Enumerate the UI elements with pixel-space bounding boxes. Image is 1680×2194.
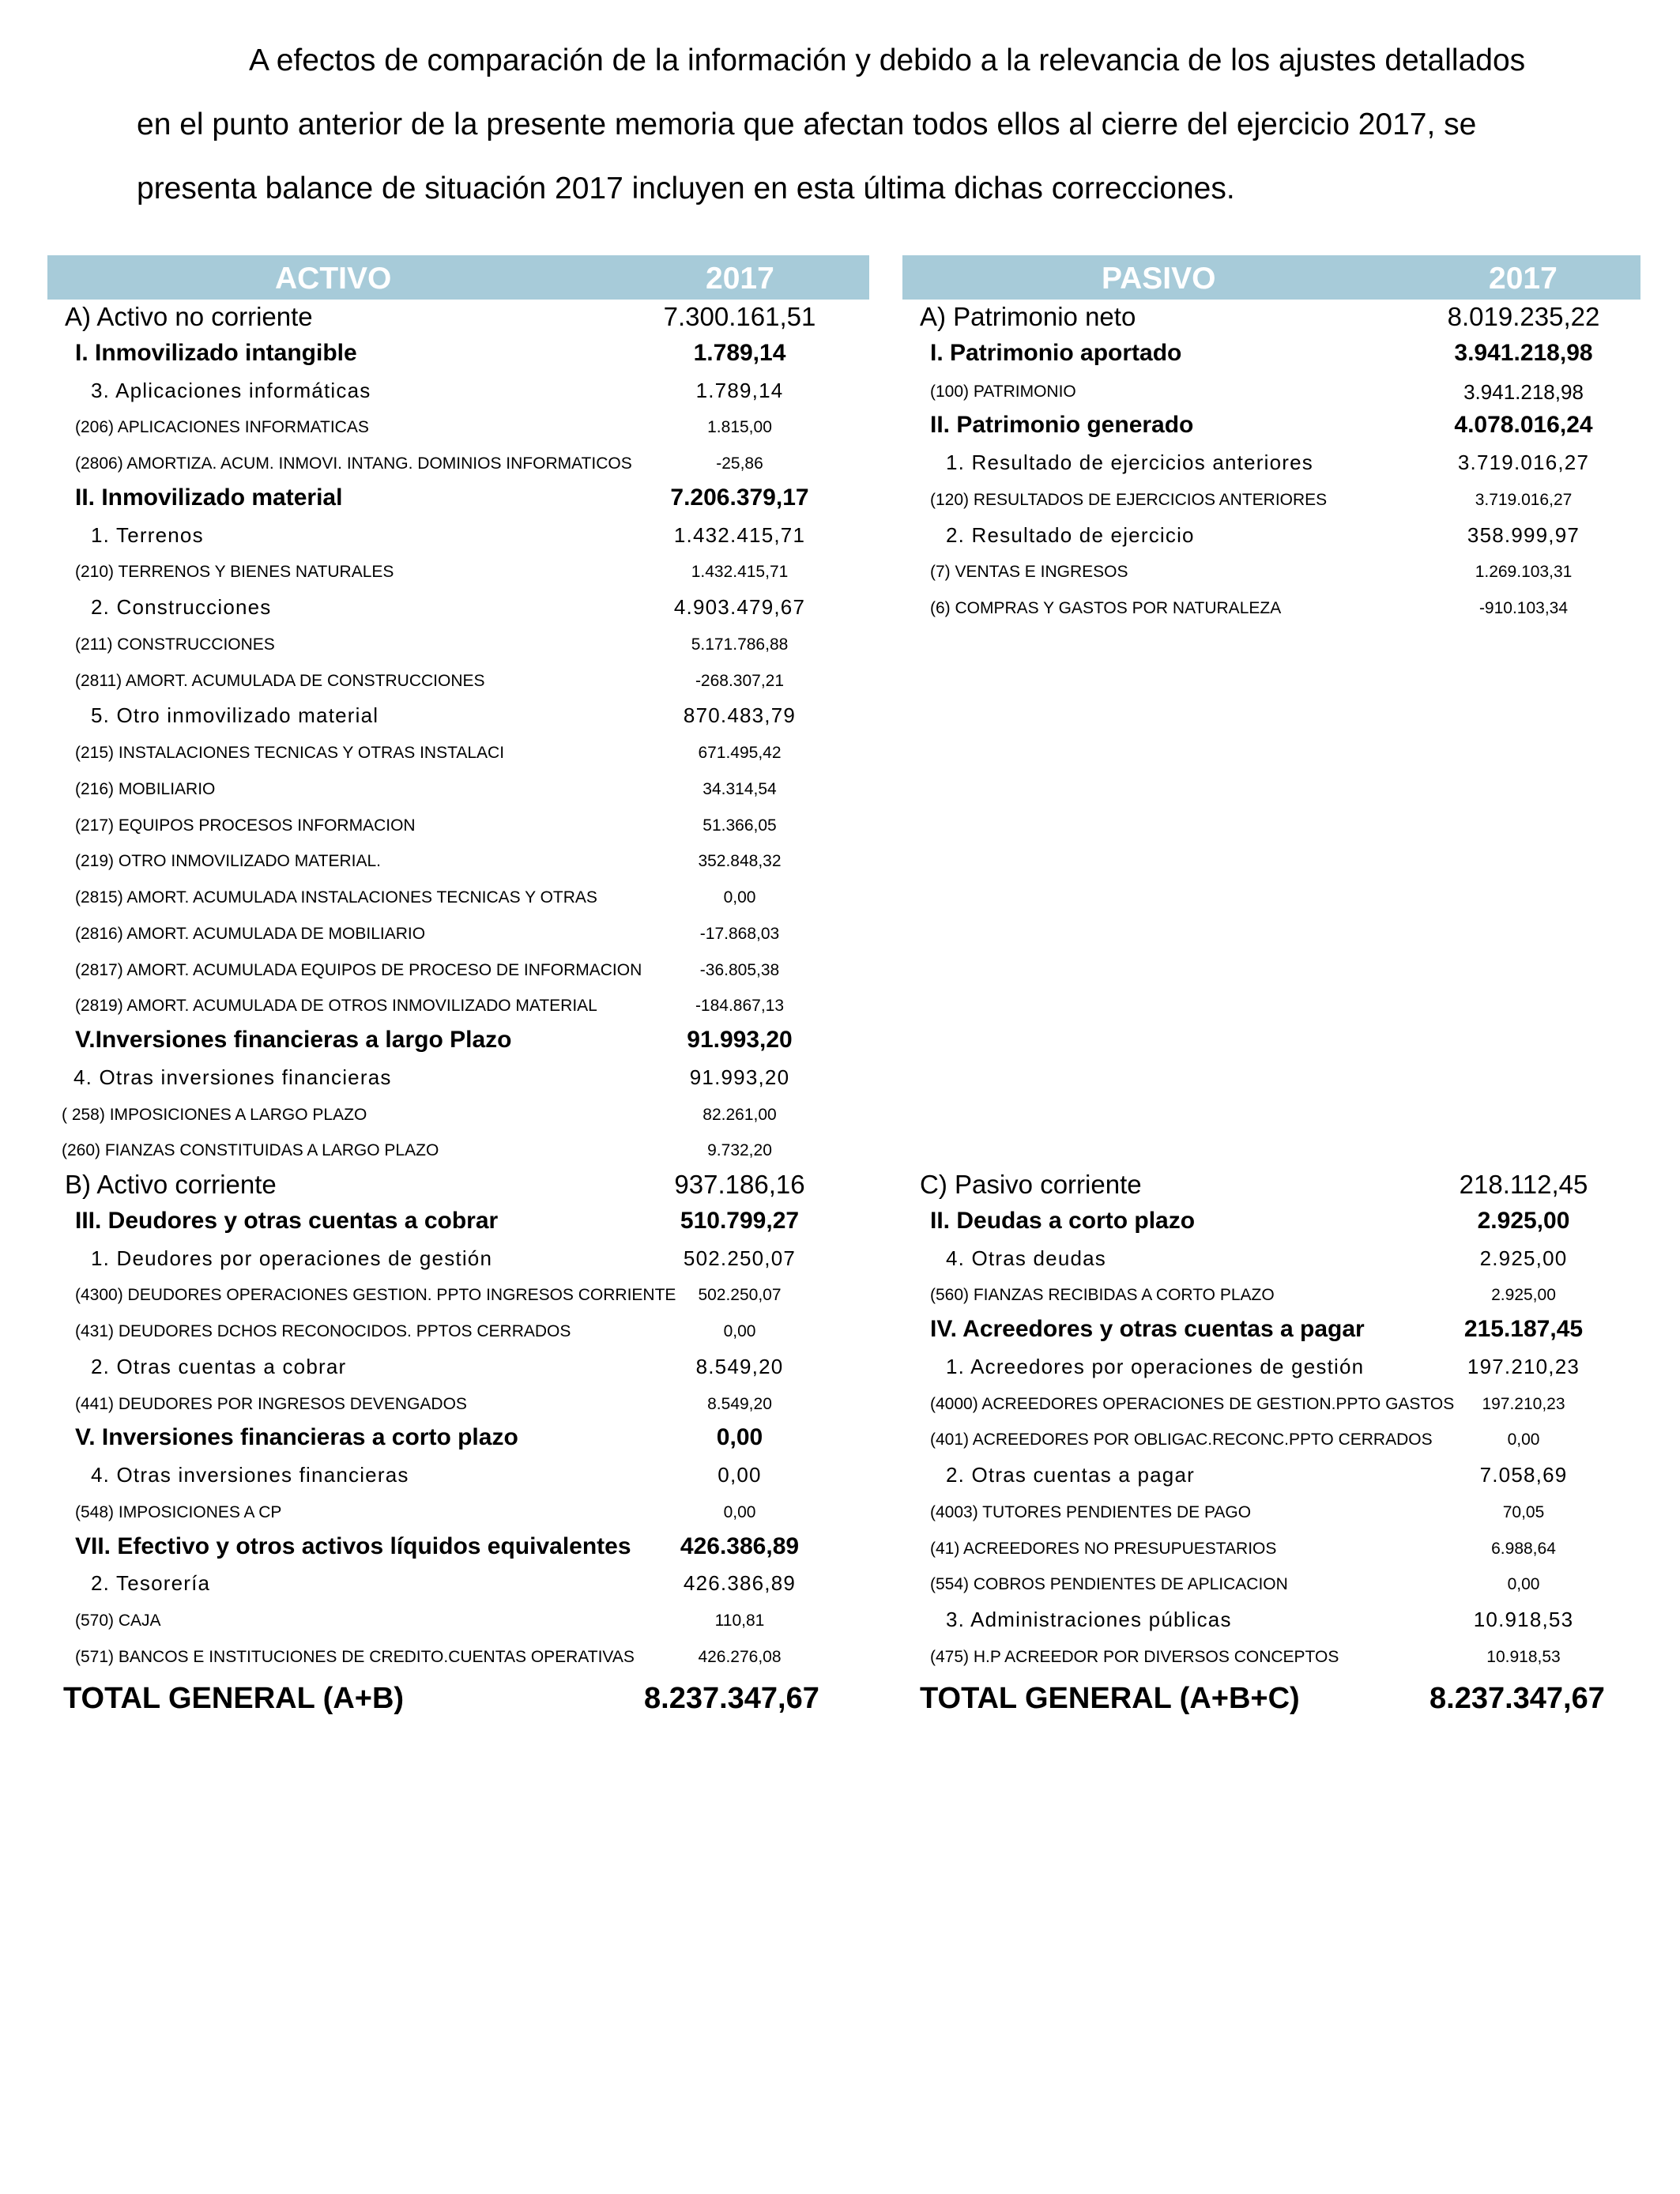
row-label: 3. Administraciones públicas: [946, 1608, 1232, 1631]
row-label: 2. Otras cuentas a pagar: [946, 1463, 1195, 1487]
row-label: 1. Acreedores por operaciones de gestión: [946, 1354, 1365, 1378]
table-row: [47, 1095, 869, 1132]
table-row: [47, 517, 869, 553]
table-row-empty: [902, 986, 1640, 1023]
table-row: [47, 1276, 869, 1312]
row-label: (100) PATRIMONIO: [930, 382, 1076, 401]
row-label: 4. Otras deudas: [946, 1246, 1106, 1270]
table-row: [47, 842, 869, 878]
table-row-empty: [902, 914, 1640, 951]
row-label: (570) CAJA: [75, 1612, 161, 1630]
table-row: [47, 1420, 869, 1457]
row-value: 215.187,45: [1463, 1316, 1584, 1342]
row-value: 10.918,53: [1473, 1608, 1574, 1631]
intro-line: A efectos de comparación de la información y debido a la relevancia de los ajustes detallados: [249, 43, 1526, 77]
row-value: 4.903.479,67: [673, 595, 806, 619]
row-label: (211) CONSTRUCCIONES: [75, 635, 275, 654]
row-value: -268.307,21: [695, 671, 785, 690]
row-label: 4. Otras inversiones financieras: [73, 1065, 392, 1089]
table-row: [47, 552, 869, 589]
table-row: [47, 408, 869, 444]
row-value: 82.261,00: [703, 1105, 777, 1124]
table-row-empty: [902, 625, 1640, 662]
row-value: 0,00: [723, 1502, 756, 1521]
activo-total-label: TOTAL GENERAL (A+B): [63, 1682, 405, 1715]
row-label: C) Pasivo corriente: [920, 1170, 1142, 1199]
row-value: 1.815,00: [707, 418, 772, 437]
row-value: 510.799,27: [680, 1207, 800, 1234]
row-label: (431) DEUDORES DCHOS RECONOCIDOS. PPTOS CERRADOS: [75, 1322, 571, 1340]
table-row: [47, 1023, 869, 1059]
table-row: [902, 1385, 1640, 1421]
table-row: [902, 1565, 1640, 1601]
table-row: [902, 589, 1640, 625]
row-label: (215) INSTALACIONES TECNICAS Y OTRAS INSTALACI: [75, 744, 505, 762]
row-label: B) Activo corriente: [65, 1170, 277, 1199]
row-label: 2. Construcciones: [91, 595, 272, 619]
row-label: 2. Otras cuentas a cobrar: [91, 1354, 347, 1378]
row-value: 426.386,89: [683, 1571, 797, 1596]
table-row: [902, 481, 1640, 517]
row-value: 110,81: [714, 1612, 765, 1630]
row-value: 3.719.016,27: [1457, 450, 1590, 474]
table-row: [47, 1059, 869, 1095]
table-row: [47, 1312, 869, 1348]
row-label: (2811) AMORT. ACUMULADA DE CONSTRUCCIONES: [75, 671, 485, 690]
activo-total-value: 8.237.347,67: [644, 1682, 819, 1715]
row-label: (120) RESULTADOS DE EJERCICIOS ANTERIORES: [930, 490, 1328, 509]
table-row-empty: [902, 806, 1640, 843]
row-value: 0,00: [1507, 1575, 1540, 1594]
row-label: II. Inmovilizado material: [75, 484, 343, 511]
row-value: 2.925,00: [1491, 1286, 1556, 1305]
row-value: -184.867,13: [695, 997, 785, 1016]
row-label: III. Deudores y otras cuentas a cobrar: [75, 1207, 499, 1234]
activo-table: [47, 255, 869, 1715]
table-row: [902, 1529, 1640, 1566]
table-row: [902, 1420, 1640, 1457]
pasivo-table: [902, 255, 1640, 1715]
row-label: A) Patrimonio neto: [920, 302, 1136, 331]
table-row: [47, 1240, 869, 1276]
table-row: [47, 770, 869, 806]
pasivo-header: [902, 255, 1640, 300]
pasivo-total-label: TOTAL GENERAL (A+B+C): [920, 1682, 1300, 1715]
row-label: (4003) TUTORES PENDIENTES DE PAGO: [930, 1502, 1252, 1521]
row-label: V.Inversiones financieras a largo Plazo: [75, 1027, 512, 1053]
table-row: [902, 336, 1640, 372]
row-label: (41) ACREEDORES NO PRESUPUESTARIOS: [930, 1539, 1277, 1558]
row-label: (2819) AMORT. ACUMULADA DE OTROS INMOVILIZADO MATERIAL: [75, 997, 597, 1016]
row-value: 870.483,79: [683, 703, 797, 728]
row-value: 502.250,07: [683, 1246, 797, 1270]
row-value: 671.495,42: [698, 744, 782, 762]
activo-header: [47, 255, 869, 300]
row-label: 1. Terrenos: [91, 522, 204, 547]
row-label: (7) VENTAS E INGRESOS: [930, 563, 1128, 582]
table-row: [47, 1385, 869, 1421]
row-value: 91.993,20: [687, 1027, 793, 1053]
table-row: [47, 662, 869, 698]
row-label: A) Activo no corriente: [65, 302, 313, 331]
table-row: [902, 408, 1640, 444]
row-value: 426.386,89: [680, 1532, 800, 1559]
table-row-empty: [902, 697, 1640, 733]
row-label: (560) FIANZAS RECIBIDAS A CORTO PLAZO: [930, 1286, 1275, 1305]
row-label: VII. Efectivo y otros activos líquidos equivalentes: [75, 1532, 631, 1559]
pasivo-header-year: 2017: [1489, 262, 1558, 296]
activo-rows: [47, 300, 869, 1674]
table-row: [902, 1240, 1640, 1276]
table-row: [47, 1565, 869, 1601]
row-label: 2. Tesorería: [91, 1571, 211, 1596]
row-value: 2.925,00: [1477, 1207, 1570, 1234]
table-row-empty: [902, 878, 1640, 914]
table-row: [47, 1457, 869, 1493]
row-value: 218.112,45: [1459, 1170, 1588, 1199]
row-label: (4000) ACREEDORES OPERACIONES DE GESTION.PPTO GASTOS: [930, 1394, 1455, 1413]
row-label: (554) COBROS PENDIENTES DE APLICACION: [930, 1575, 1288, 1594]
intro-paragraph: [137, 28, 1587, 221]
row-value: 7.058,69: [1479, 1463, 1568, 1487]
table-row: [47, 697, 869, 733]
activo-header-year: 2017: [706, 262, 774, 296]
row-value: 91.993,20: [689, 1065, 790, 1089]
row-value: 0,00: [723, 888, 756, 907]
row-label: (571) BANCOS E INSTITUCIONES DE CREDITO.CUENTAS OPERATIVAS: [75, 1647, 635, 1666]
row-label: 2. Resultado de ejercicio: [946, 522, 1195, 547]
row-value: -25,86: [716, 454, 763, 473]
row-value: 3.719.016,27: [1475, 490, 1573, 509]
table-row: [902, 1457, 1640, 1493]
row-label: (401) ACREEDORES POR OBLIGAC.RECONC.PPTO CERRADOS: [930, 1431, 1433, 1449]
row-value: 2.925,00: [1479, 1246, 1568, 1270]
row-value: 1.269.103,31: [1475, 563, 1573, 582]
table-row: [47, 300, 869, 336]
row-label: (2816) AMORT. ACUMULADA DE MOBILIARIO: [75, 924, 426, 943]
table-row: [902, 1276, 1640, 1312]
row-label: (2815) AMORT. ACUMULADA INSTALACIONES TECNICAS Y OTRAS: [75, 888, 597, 907]
table-row: [47, 1493, 869, 1529]
row-label: 1. Deudores por operaciones de gestión: [91, 1246, 493, 1270]
table-row: [47, 1131, 869, 1167]
table-row: [902, 1204, 1640, 1240]
row-label: (2817) AMORT. ACUMULADA EQUIPOS DE PROCESO DE INFORMACION: [75, 960, 642, 979]
row-label: (4300) DEUDORES OPERACIONES GESTION. PPTO INGRESOS CORRIENTE: [75, 1286, 676, 1305]
row-label: (217) EQUIPOS PROCESOS INFORMACION: [75, 816, 416, 835]
table-row-empty: [902, 1095, 1640, 1132]
table-row: [47, 878, 869, 914]
table-row: [47, 1601, 869, 1638]
table-row-empty: [902, 1059, 1640, 1095]
table-row: [902, 1348, 1640, 1385]
row-label: (6) COMPRAS Y GASTOS POR NATURALEZA: [930, 599, 1282, 617]
table-row-empty: [902, 842, 1640, 878]
row-value: 5.171.786,88: [691, 635, 789, 654]
table-row: [47, 1204, 869, 1240]
row-label: 3. Aplicaciones informáticas: [91, 378, 371, 402]
intro-line: presenta balance de situación 2017 incluyen en esta última dichas correcciones.: [137, 172, 1235, 205]
table-row: [47, 481, 869, 517]
row-label: (260) FIANZAS CONSTITUIDAS A LARGO PLAZO: [62, 1141, 439, 1160]
row-label: I. Patrimonio aportado: [930, 339, 1182, 366]
table-row: [47, 733, 869, 770]
table-row: [47, 444, 869, 481]
table-row: [902, 1638, 1640, 1674]
intro-line: en el punto anterior de la presente memoria que afectan todos ellos al cierre del ejercicio 2017, se: [137, 107, 1477, 141]
row-value: 8.549,20: [695, 1354, 784, 1378]
table-row: [902, 517, 1640, 553]
table-row: [47, 1529, 869, 1566]
row-value: 8.549,20: [707, 1394, 772, 1413]
table-row: [902, 552, 1640, 589]
row-value: 3.941.218,98: [1463, 379, 1584, 404]
row-label: (216) MOBILIARIO: [75, 779, 216, 798]
row-value: 7.206.379,17: [670, 484, 809, 511]
pasivo-total-value: 8.237.347,67: [1430, 1682, 1605, 1715]
row-value: 1.789,14: [693, 339, 786, 366]
row-value: 7.300.161,51: [663, 302, 816, 331]
table-row: [902, 1312, 1640, 1348]
table-row: [47, 986, 869, 1023]
table-row: [47, 806, 869, 843]
row-value: 8.019.235,22: [1447, 302, 1600, 331]
row-value: 4.078.016,24: [1454, 412, 1593, 439]
row-value: 0,00: [1507, 1431, 1540, 1449]
row-value: 426.276,08: [698, 1647, 782, 1666]
row-label: ( 258) IMPOSICIONES A LARGO PLAZO: [62, 1105, 367, 1124]
row-label: (475) H.P ACREEDOR POR DIVERSOS CONCEPTOS: [930, 1647, 1339, 1666]
row-value: 34.314,54: [703, 779, 777, 798]
row-label: I. Inmovilizado intangible: [75, 339, 357, 366]
table-row: [47, 589, 869, 625]
row-label: II. Patrimonio generado: [930, 412, 1194, 439]
row-value: 197.210,23: [1482, 1394, 1565, 1413]
table-row-empty: [902, 1023, 1640, 1059]
table-row-empty: [902, 951, 1640, 987]
row-value: 6.988,64: [1491, 1539, 1556, 1558]
table-row: [902, 372, 1640, 409]
table-row: [47, 1638, 869, 1674]
row-value: -36.805,38: [699, 960, 780, 979]
row-value: 9.732,20: [707, 1141, 772, 1160]
row-label: (441) DEUDORES POR INGRESOS DEVENGADOS: [75, 1394, 467, 1413]
table-row-empty: [902, 662, 1640, 698]
table-row: [47, 914, 869, 951]
row-label: IV. Acreedores y otras cuentas a pagar: [930, 1316, 1365, 1342]
table-row: [902, 300, 1640, 336]
row-value: 1.432.415,71: [673, 522, 806, 547]
row-value: 197.210,23: [1467, 1354, 1580, 1378]
row-label: II. Deudas a corto plazo: [930, 1207, 1196, 1234]
row-value: 70,05: [1502, 1502, 1545, 1521]
row-label: V. Inversiones financieras a corto plazo: [75, 1424, 518, 1451]
row-label: (210) TERRENOS Y BIENES NATURALES: [75, 563, 394, 582]
pasivo-rows: [902, 300, 1640, 1674]
row-value: -910.103,34: [1478, 599, 1569, 617]
table-row-empty: [902, 770, 1640, 806]
row-label: 1. Resultado de ejercicios anteriores: [946, 450, 1313, 474]
row-value: 0,00: [716, 1424, 763, 1451]
row-value: -17.868,03: [699, 924, 780, 943]
row-value: 352.848,32: [698, 852, 782, 871]
row-value: 502.250,07: [698, 1286, 782, 1305]
table-row: [902, 1167, 1640, 1204]
row-label: 4. Otras inversiones financieras: [91, 1463, 409, 1487]
table-row-empty: [902, 733, 1640, 770]
activo-header-label: ACTIVO: [275, 262, 392, 296]
row-value: 1.789,14: [695, 378, 784, 402]
table-row: [47, 372, 869, 409]
row-label: (2806) AMORTIZA. ACUM. INMOVI. INTANG. DOMINIOS INFORMATICOS: [75, 454, 632, 473]
row-value: 10.918,53: [1486, 1647, 1561, 1666]
pasivo-header-label: PASIVO: [1102, 262, 1216, 296]
row-value: 0,00: [718, 1463, 762, 1487]
table-row-empty: [902, 1131, 1640, 1167]
row-label: 5. Otro inmovilizado material: [91, 703, 379, 728]
table-row: [47, 1348, 869, 1385]
table-row: [47, 336, 869, 372]
table-row: [47, 1167, 869, 1204]
row-value: 358.999,97: [1467, 522, 1580, 547]
table-row: [47, 951, 869, 987]
table-row: [902, 1601, 1640, 1638]
row-value: 0,00: [723, 1322, 756, 1340]
table-row: [47, 625, 869, 662]
row-value: 1.432.415,71: [691, 563, 789, 582]
table-row: [902, 444, 1640, 481]
row-value: 51.366,05: [703, 816, 777, 835]
row-label: (206) APLICACIONES INFORMATICAS: [75, 418, 369, 437]
row-value: 3.941.218,98: [1454, 339, 1593, 366]
table-row: [902, 1493, 1640, 1529]
row-label: (219) OTRO INMOVILIZADO MATERIAL.: [75, 852, 382, 871]
row-label: (548) IMPOSICIONES A CP: [75, 1502, 282, 1521]
row-value: 937.186,16: [674, 1170, 805, 1199]
